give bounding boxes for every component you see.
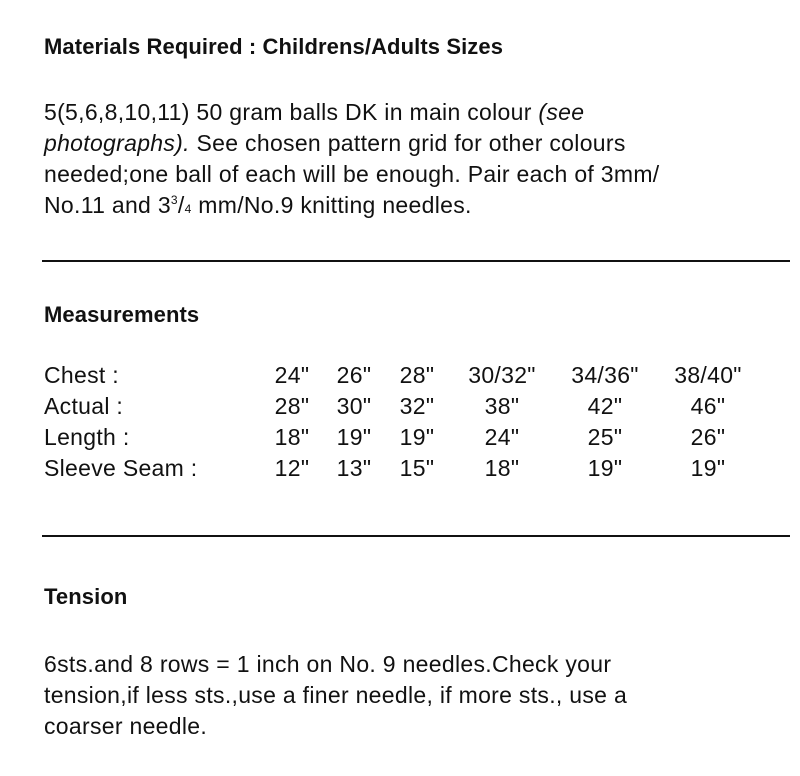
- tension-heading: Tension: [44, 584, 128, 609]
- materials-line-1-italic: (see: [538, 99, 585, 125]
- measurement-value: 15": [399, 455, 435, 481]
- measurement-value: 34/36": [571, 362, 639, 388]
- materials-line-4-text-end: mm/No.9 knitting needles.: [191, 192, 472, 218]
- measurement-value: 42": [587, 393, 623, 419]
- materials-line-1-text: 5(5,6,8,10,11) 50 gram balls DK in main colour: [44, 99, 539, 125]
- measurement-value: 24": [484, 424, 520, 450]
- measurement-value: 18": [274, 424, 310, 450]
- fraction-denominator: 4: [184, 202, 192, 216]
- materials-heading: Materials Required : Childrens/Adults Sizes: [44, 34, 504, 59]
- tension-line-2: tension,if less sts.,use a finer needle, if more sts., use a: [44, 682, 628, 708]
- materials-line-4: [44, 190, 774, 225]
- measurement-label: Length :: [44, 424, 130, 450]
- materials-line-2: [44, 128, 774, 159]
- measurement-row: [0, 453, 800, 483]
- materials-paragraph: [44, 97, 774, 225]
- measurement-value: 38/40": [674, 362, 742, 388]
- measurement-value: 26": [690, 424, 726, 450]
- measurement-value: 19": [587, 455, 623, 481]
- measurement-value: 28": [399, 362, 435, 388]
- fraction-slash: /: [177, 192, 185, 218]
- measurement-value: 46": [690, 393, 726, 419]
- measurement-value: 19": [399, 424, 435, 450]
- measurement-value: 19": [690, 455, 726, 481]
- tension-line-1: 6sts.and 8 rows = 1 inch on No. 9 needles.Check your: [44, 651, 612, 677]
- tension-paragraph: [44, 649, 774, 742]
- measurement-value: 32": [399, 393, 435, 419]
- divider-rule: [42, 260, 790, 262]
- measurement-row: [0, 422, 800, 452]
- materials-line-2-text: See chosen pattern grid for other colours: [189, 130, 626, 156]
- measurement-label: Sleeve Seam :: [44, 455, 198, 481]
- measurement-value: 18": [484, 455, 520, 481]
- measurement-value: 19": [336, 424, 372, 450]
- fraction-numerator: 3: [170, 193, 178, 207]
- divider-rule: [42, 535, 790, 537]
- measurement-value: 25": [587, 424, 623, 450]
- measurement-row: [0, 360, 800, 390]
- measurement-value: 24": [274, 362, 310, 388]
- tension-line-3: coarser needle.: [44, 713, 208, 739]
- measurement-value: 13": [336, 455, 372, 481]
- measurement-value: 12": [274, 455, 310, 481]
- measurement-value: 26": [336, 362, 372, 388]
- measurement-value: 30": [336, 393, 372, 419]
- materials-line-1: [44, 97, 774, 128]
- measurement-value: 28": [274, 393, 310, 419]
- measurement-row: [0, 391, 800, 421]
- materials-line-2-italic: photographs).: [44, 130, 190, 156]
- measurement-label: Actual :: [44, 393, 124, 419]
- measurements-heading: Measurements: [44, 302, 200, 327]
- materials-line-4-text: No.11 and 3: [44, 192, 171, 218]
- measurement-value: 38": [484, 393, 520, 419]
- measurement-value: 30/32": [468, 362, 536, 388]
- measurement-label: Chest :: [44, 362, 119, 388]
- materials-line-3: needed;one ball of each will be enough. Pair each of 3mm/: [44, 161, 660, 187]
